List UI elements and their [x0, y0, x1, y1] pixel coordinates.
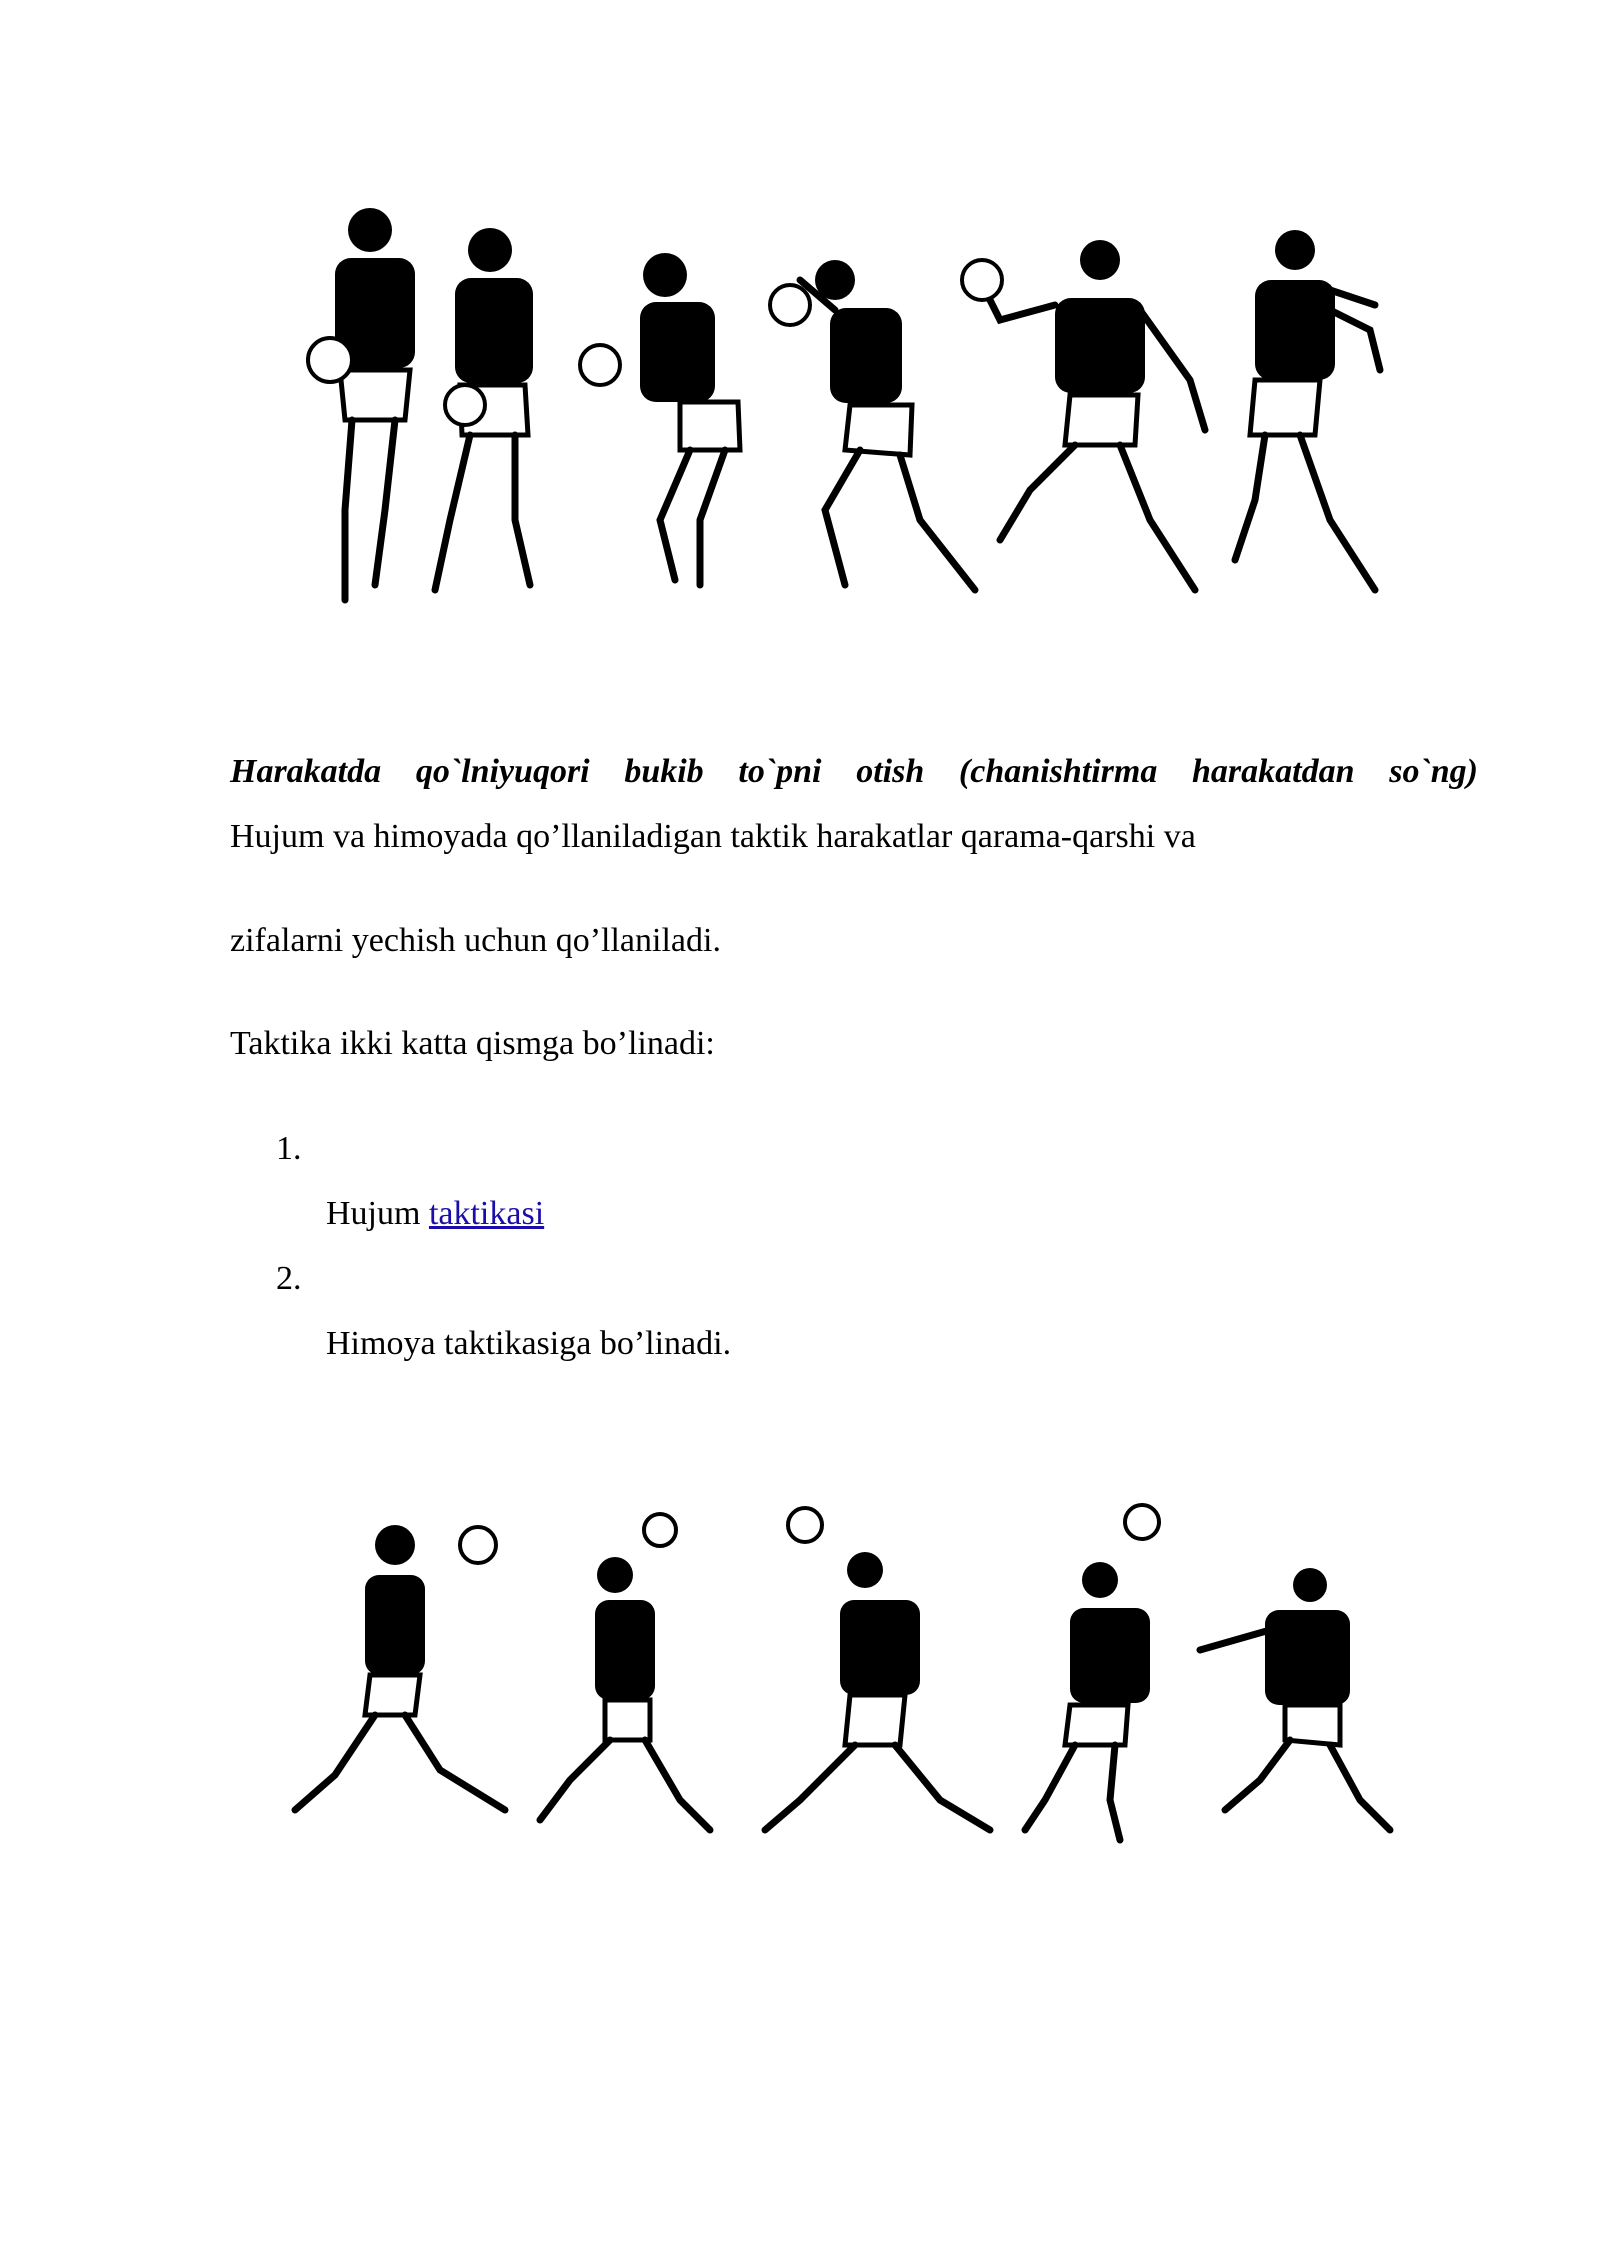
player-figure-3 [580, 253, 740, 585]
throwing-sequence-illustration-top [0, 180, 1600, 650]
player-figure-10 [1025, 1505, 1159, 1840]
throwing-sequence-illustration-bottom [0, 1500, 1600, 1940]
list-item-attack [326, 1195, 544, 1233]
player-figure-5 [962, 240, 1205, 590]
player-figure-1 [308, 208, 415, 600]
paragraph-tactics-intro: Hujum va himoyada qo’llaniladigan taktik harakatlar qarama-qarshi va [230, 818, 1196, 855]
player-figure-9 [765, 1508, 990, 1830]
player-figure-6 [1235, 230, 1380, 590]
paragraph-tactics-division: Taktika ikki katta qismga bo’linadi: [230, 1025, 715, 1062]
list-number-1: 1. [276, 1130, 302, 1167]
paragraph-tactics-purpose: zifalarni yechish uchun qo’llaniladi. [230, 922, 721, 959]
player-figure-2 [435, 228, 533, 590]
player-figure-8 [540, 1514, 710, 1830]
list-item-attack-text: Hujum [326, 1195, 421, 1232]
list-number-2: 2. [276, 1260, 302, 1297]
player-figure-7 [295, 1525, 505, 1810]
player-figure-4 [770, 260, 975, 590]
player-figure-11 [1200, 1568, 1390, 1830]
tactics-link[interactable]: taktikasi [428, 1195, 545, 1232]
list-item-defense: Himoya taktikasiga bo’linadi. [326, 1325, 732, 1362]
figure-caption: Harakatda qo`lniyuqori bukib to`pni otish (chanishtirma harakatdan so`ng) [230, 753, 1478, 790]
